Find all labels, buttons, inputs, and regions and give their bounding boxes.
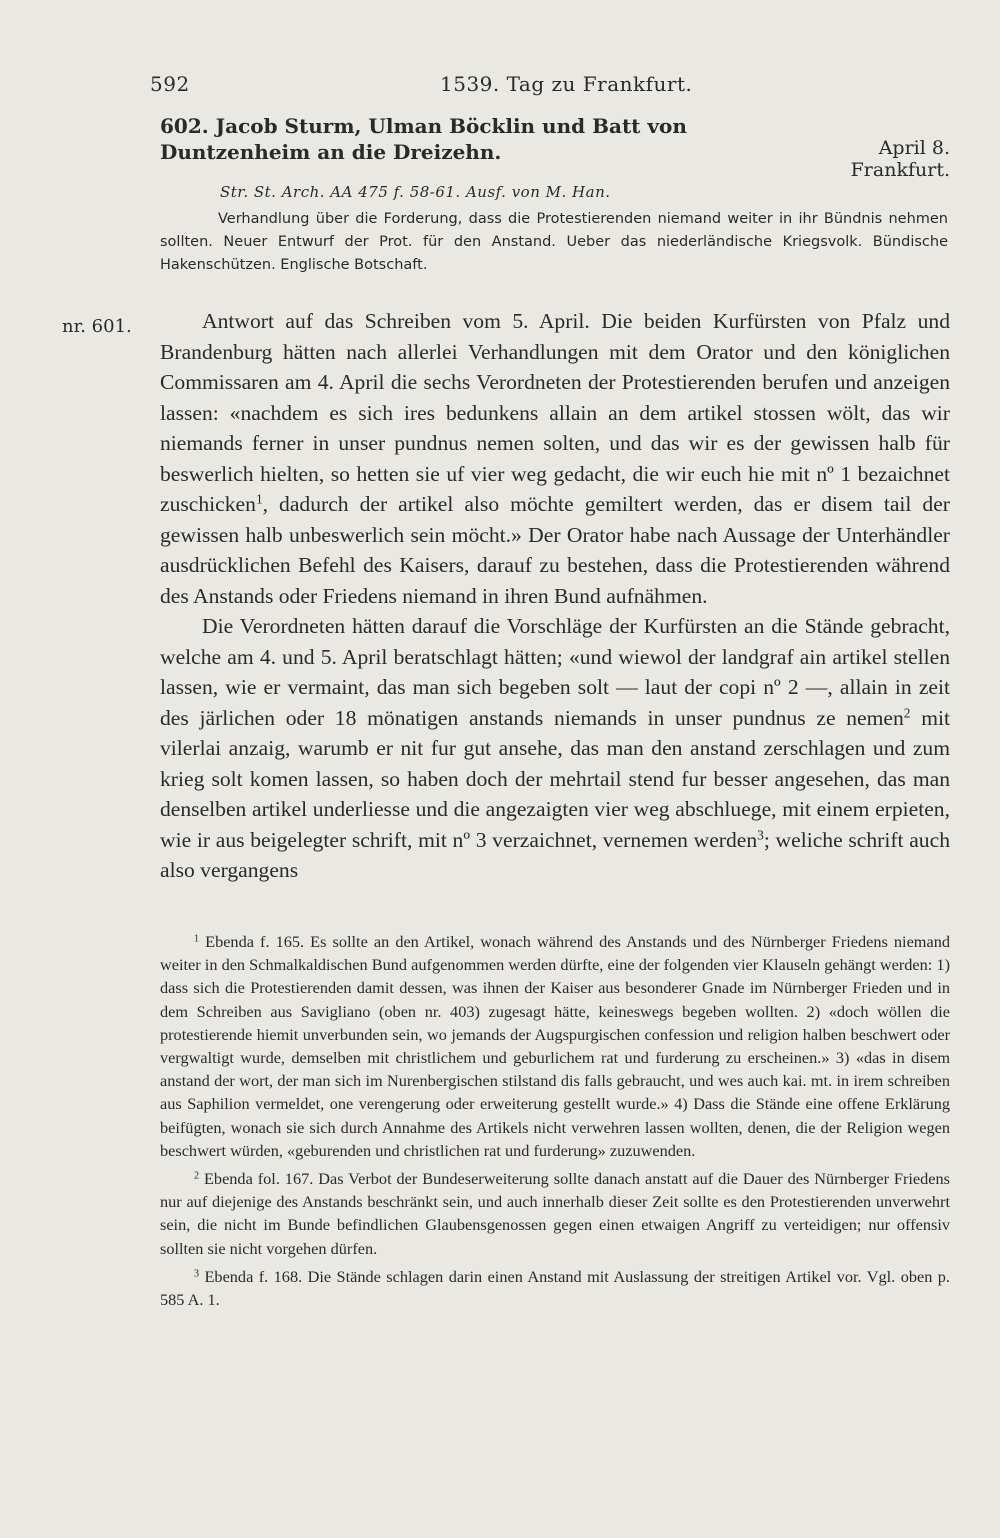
- footnote-marker-3: 3: [757, 827, 764, 843]
- footnote-number: 3: [194, 1268, 200, 1280]
- body-text: Die Verordneten hätten darauf die Vorschläge der Kurfürsten an die Stände gebracht, welche am 4. und 5. April beratschlagt hätten; «und wiewol der landgraf ain artikel stellen lassen, wie er vermaint, das man sich begeben solt — laut der copi nº 2 —, allain in zeit des järlichen oder 18 mönatigen anstands niemands in unser pundnus ze nemen: [160, 614, 950, 730]
- footnote-number: 1: [194, 933, 200, 945]
- document-source: Str. St. Arch. AA 475 f. 58-61. Ausf. von M. Han.: [220, 183, 611, 201]
- document-title: 602. Jacob Sturm, Ulman Böcklin und Batt von Duntzenheim an die Dreizehn.: [160, 114, 687, 164]
- running-head: [150, 72, 970, 100]
- running-title: 1539. Tag zu Frankfurt.: [440, 72, 693, 96]
- body-paragraph-2: [160, 611, 950, 886]
- body-text: , dadurch der artikel also möchte gemiltert werden, das er disem tail der gewissen halb unbeswerlich sein möcht.» Der Orator habe nach Aussage der Unterhändler ausdrücklichen Befehl des Kaisers, darauf zu bestehen, dass die Protestierenden während des Anstands oder Friedens niemand in ihren Bund aufnähmen.: [160, 492, 950, 608]
- document-heading: [160, 113, 950, 201]
- footnote-text: Ebenda f. 168. Die Stände schlagen darin einen Anstand mit Auslassung der streitigen Artikel vor. Vgl. oben p. 585 A. 1.: [160, 1266, 950, 1310]
- footnote-marker-1: 1: [255, 491, 263, 507]
- main-text: [160, 306, 950, 886]
- footnote-text: Ebenda f. 165. Es sollte an den Artikel, wonach während des Anstands und des Nürnberger Friedens niemand weiter in den Schmalkaldischen Bund aufgenommen werden dürfte, eine der folgenden vier Klauseln gehängt werden: 1) dass sich die Protestierenden damit dessen, was ihnen der Kaiser aus besonderer Gnade im Nürnberger Frieden und in dem Schreiben aus Savigliano (oben nr. 403) zugesagt hätte, keineswegs begeben wollten. 2) «doch wöllen die protestierende hiemit unverbunden sein, wo jemands der Augspurgischen confession und religion halben beschwert oder vergwaltigt wurde, demselben mit christlichem und geburlichem rat und furderung zu erscheinen.» 3) «das in disem anstand der wort, der man sich im Nurenbergischen stilstand dis falls gebraucht, und wes auch kai. mt. in irem schreiben aus Saphilion vermeldet, one verengerung oder erweiterung gestellt wurde.» 4) Dass die Stände eine offene Erklärung beifügten, wonach sie sich durch Annahme des Artikels nicht verwehren lassen wollten, denen, die der Religion wegen beschwert würden, «geburenden und christlichen rat und furderung» zuzuwenden.: [160, 932, 950, 1160]
- document-summary: Verhandlung über die Forderung, dass die Protestierenden niemand weiter in ihr Bündnis nehmen sollten. Neuer Entwurf der Prot. für den Anstand. Ueber das niederländische Kriegsvolk. Bündische Hakenschützen. Englische Botschaft.: [160, 211, 948, 273]
- footnote-3: [160, 1265, 950, 1311]
- margin-reference: nr. 601.: [62, 316, 132, 337]
- body-text: ; weliche schrift auch also vergangens: [160, 827, 950, 882]
- footnote-1: [160, 930, 950, 1162]
- body-paragraph-1: [160, 306, 950, 611]
- document-place: Frankfurt.: [850, 159, 950, 181]
- footnote-number: 2: [194, 1170, 200, 1182]
- document-date-place: [851, 137, 950, 181]
- footnote-marker-2: 2: [903, 705, 911, 721]
- footnote-2: [160, 1167, 950, 1260]
- body-text: mit vilerlai anzaig, warumb er nit fur gut ansehe, das man den anstand zerschlagen und zum krieg solt komen lassen, so haben doch der mehrtail stend fur besser angesehen, das man denselben artikel underliesse und die angezaigten vier weg abschluege, mit einem erpieten, wie ir aus beigelegter schrift, mit nº 3 verzaichnet, vernemen werden: [160, 705, 950, 852]
- body-text: Antwort auf das Schreiben vom 5. April. Die beiden Kurfürsten von Pfalz und Brandenburg hätten nach allerlei Verhandlungen mit dem Orator und den königlichen Commissaren am 4. April die sechs Verordneten der Protestierenden berufen und anzeigen lassen: «nachdem es sich ires bedunkens allain an dem artikel stossen wölt, das wir niemands ferner in unser pundnus nemen solten, und das wir es der gewissen halb für beswerlich hielten, so hetten sie uf vier weg gedacht, die wir euch hie mit nº 1 bezaichnet zuschicken: [160, 309, 950, 516]
- footnote-text: Ebenda fol. 167. Das Verbot der Bundeserweiterung sollte danach anstatt auf die Dauer des Nürnberger Friedens nur auf diejenige des Anstands beschränkt sein, und auch innerhalb dieser Zeit sollte es den Protestierenden unverwehrt sein, die nicht im Bunde befindlichen Glaubensgenossen gegen einen etwaigen Angriff zu verteidigen; nur offensiv sollten sie nicht vorgehen dürfen.: [160, 1169, 950, 1258]
- document-date: April 8.: [878, 137, 950, 159]
- footnotes: [160, 930, 950, 1316]
- page-number: 592: [150, 72, 190, 96]
